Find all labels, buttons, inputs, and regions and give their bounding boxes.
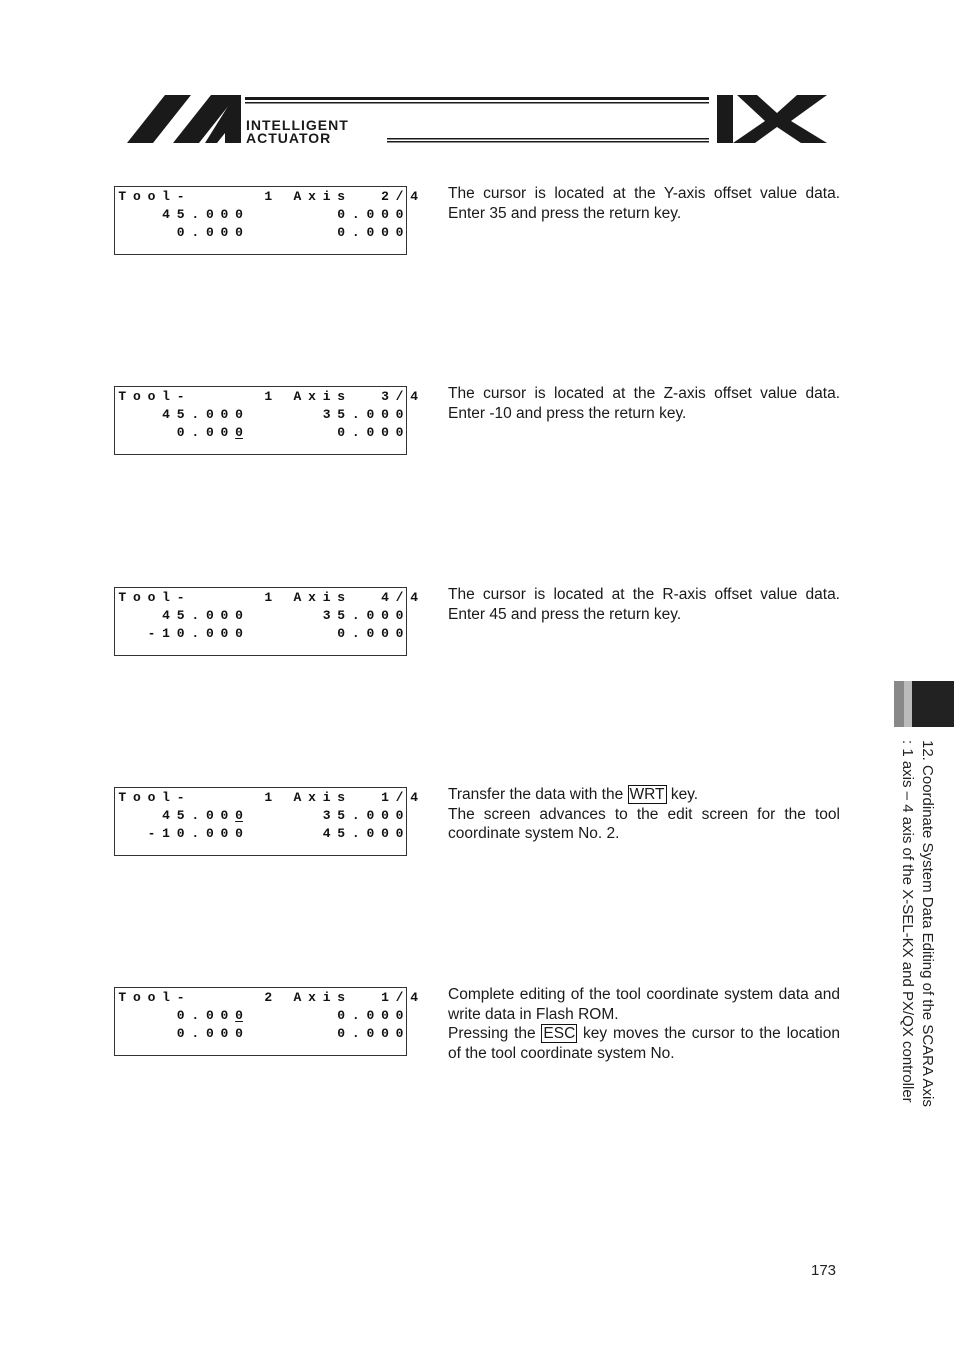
teaching-pendant-lcd [114,987,419,1056]
teaching-pendant-lcd [114,386,419,455]
lcd-row: - 1 0 . 0 0 0 0 . 0 0 0 [147,626,404,641]
description-text: Complete editing of the tool coordinate system data and write data in Flash ROM. [448,986,840,1023]
step-description [448,184,840,223]
key-label: ESC [543,1025,576,1042]
lcd-row: 4 5 . 0 0 0 3 5 . 0 0 0 [162,808,404,823]
chapter-tab [894,681,954,727]
lcd-row: 4 5 . 0 0 0 3 5 . 0 0 0 [162,608,404,623]
lcd-cursor: 0 [235,1008,243,1023]
lcd-row: 4 5 . 0 0 0 3 5 . 0 0 0 [162,407,404,422]
step-description [448,384,840,423]
key-label: WRT [629,786,665,803]
lcd-row: T o o l - 1 A x i s 4 / 4 [118,590,419,605]
chapter-label-line1: 12. Coordinate System Data Editing of the SCARA Axis [919,740,936,1107]
description-text: The cursor is located at the Z-axis offset value data. Enter -10 and press the return key. [448,385,840,422]
lcd-row: 0 . 0 0 0 0 . 0 0 0 [176,1026,404,1041]
step-description [448,585,840,624]
page-number: 173 [811,1262,837,1279]
lcd-row: T o o l - 1 A x i s 3 / 4 [118,389,419,404]
logo-text-line2: ACTUATOR [246,130,332,146]
lcd-row: T o o l - 2 A x i s 1 / 4 [118,990,419,1005]
key-instruction: Transfer the data with the WRT key. [448,786,699,803]
teaching-pendant-lcd [114,186,419,255]
lcd-row: T o o l - 1 A x i s 1 / 4 [118,790,419,805]
lcd-cursor: 0 [235,808,243,823]
lcd-row: T o o l - 1 A x i s 2 / 4 [118,189,419,204]
key-instruction: Pressing the ESC key moves the cursor to the location of the tool coordinate system No. [448,1025,840,1062]
chapter-label-line2: : 1 axis – 4 axis of the X-SEL-KX and PX/QX controller [899,740,916,1103]
description-text: The screen advances to the edit screen for the tool coordinate system No. 2. [448,805,840,842]
lcd-cursor: 0 [235,425,243,440]
header-logo [125,93,830,148]
ia-logo-icon [125,93,830,148]
chapter-label [897,740,937,1140]
lcd-row: 0 . 0 0 0 0 . 0 0 0 [176,1008,404,1023]
step-description [448,985,840,1063]
lcd-row: 4 5 . 0 0 0 0 . 0 0 0 [162,207,404,222]
step-description [448,785,840,844]
lcd-row: 0 . 0 0 0 0 . 0 0 0 [176,425,404,440]
teaching-pendant-lcd [114,587,419,656]
teaching-pendant-lcd [114,787,419,856]
description-text: The cursor is located at the R-axis offset value data. Enter 45 and press the return key. [448,586,840,623]
lcd-row: - 1 0 . 0 0 0 4 5 . 0 0 0 [147,826,404,841]
lcd-row: 0 . 0 0 0 0 . 0 0 0 [176,225,404,240]
logo-text-line1: INTELLIGENT [246,117,349,133]
description-text: The cursor is located at the Y-axis offset value data. Enter 35 and press the return key. [448,185,840,222]
